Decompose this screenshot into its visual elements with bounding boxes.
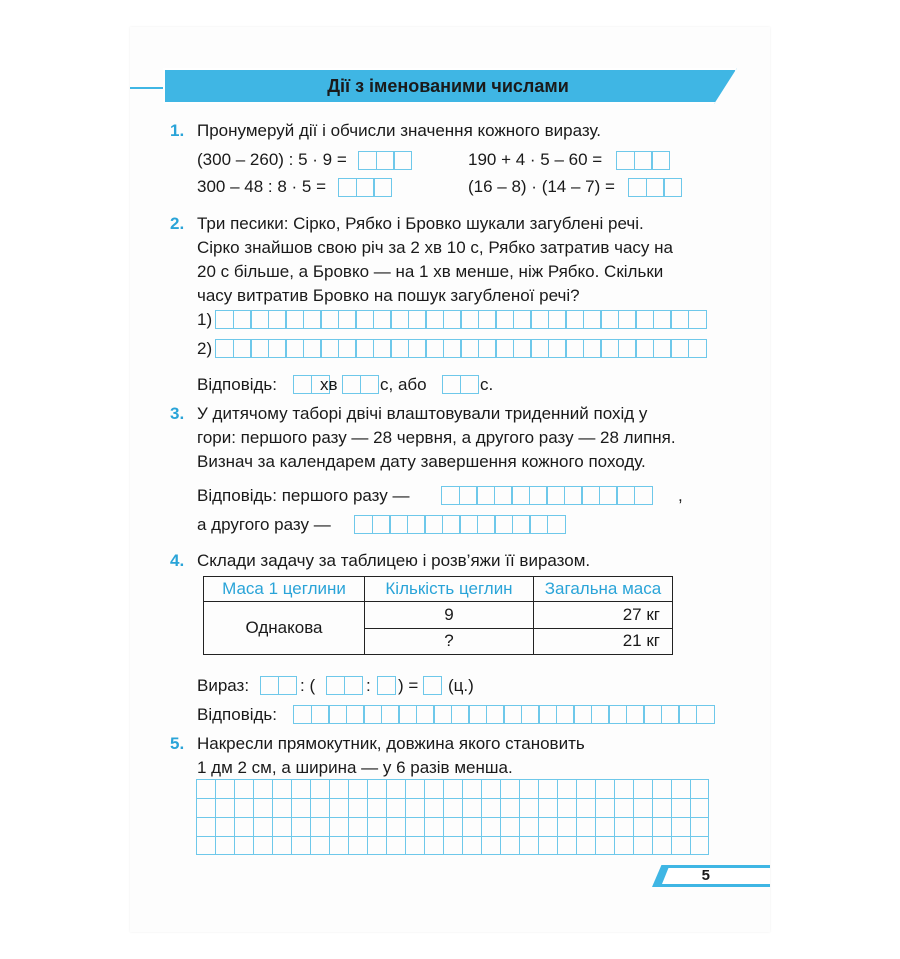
task-text: гори: першого разу — 28 червня, а другого разу — 28 липня. <box>197 428 676 447</box>
task-text: часу витратив Бровко на пошук загубленої речі? <box>197 286 580 305</box>
answer-cells[interactable] <box>442 375 477 394</box>
answer-cells[interactable] <box>338 178 391 197</box>
comma: , <box>678 486 683 505</box>
unit-label: хв <box>320 375 338 394</box>
expression: (300 – 260) : 5 · 9 = <box>197 150 347 169</box>
step-label: 1) <box>197 310 213 329</box>
page-number: 5 <box>701 867 710 884</box>
task-number: 1. <box>170 121 185 140</box>
answer-cells[interactable] <box>377 676 395 695</box>
unit-label: (ц.) <box>448 676 474 695</box>
unit-label: с. <box>480 375 494 394</box>
answer-cells[interactable] <box>358 151 411 170</box>
workbook-page <box>130 27 770 932</box>
answer-label: Відповідь: першого разу — <box>197 486 410 505</box>
answer-row[interactable] <box>215 310 705 329</box>
table-cell: 9 <box>365 602 534 629</box>
answer-row[interactable] <box>441 486 651 505</box>
answer-label: Відповідь: <box>197 375 278 394</box>
task-text: Склади задачу за таблицею і розв’яжи її виразом. <box>197 551 591 570</box>
page-number-tab-inner <box>662 868 770 884</box>
operator: ) = <box>398 676 419 695</box>
task-text: Накресли прямокутник, довжина якого становить <box>197 734 585 753</box>
expression: 190 + 4 · 5 – 60 = <box>468 150 603 169</box>
answer-cells[interactable] <box>423 676 441 695</box>
answer-label: а другого разу — <box>197 515 331 534</box>
table-cell: ? <box>365 628 534 655</box>
task-text: Сірко знайшов свою річ за 2 хв 10 с, Рябко затратив часу на <box>197 238 673 257</box>
unit-label: с, або <box>380 375 427 394</box>
table-header: Загальна маса <box>534 577 673 602</box>
task-text: 1 дм 2 см, а ширина — у 6 разів менша. <box>197 758 513 777</box>
table-cell: 27 кг <box>534 602 673 629</box>
task-number: 5. <box>170 734 185 753</box>
expression-label: Вираз: <box>197 676 250 695</box>
data-table <box>203 576 673 655</box>
table-header: Кількість цеглин <box>365 577 534 602</box>
answer-cells[interactable] <box>616 151 669 170</box>
answer-row[interactable] <box>293 705 713 724</box>
operator: : <box>366 676 371 695</box>
step-label: 2) <box>197 339 213 358</box>
table-cell: 21 кг <box>534 628 673 655</box>
task-text: Визнач за календарем дату завершення кожного походу. <box>197 452 646 471</box>
task-number: 2. <box>170 214 185 233</box>
answer-row[interactable] <box>215 339 705 358</box>
task-text: Пронумеруй дії і обчисли значення кожного виразу. <box>197 121 601 140</box>
answer-cells[interactable] <box>342 375 377 394</box>
answer-cells[interactable] <box>326 676 361 695</box>
expression: (16 – 8) · (14 – 7) = <box>468 177 615 196</box>
table-header: Маса 1 цеглини <box>204 577 365 602</box>
task-number: 3. <box>170 404 185 423</box>
answer-cells[interactable] <box>628 178 681 197</box>
answer-cells[interactable] <box>260 676 295 695</box>
header-line <box>130 87 163 89</box>
drawing-grid[interactable] <box>196 779 709 855</box>
table-cell: Однакова <box>204 602 365 655</box>
section-title: Дії з іменованими числами <box>327 76 569 96</box>
task-text: У дитячому таборі двічі влаштовували триденний похід у <box>197 404 648 423</box>
answer-label: Відповідь: <box>197 705 278 724</box>
task-number: 4. <box>170 551 185 570</box>
operator: : ( <box>300 676 316 695</box>
task-text: Три песики: Сірко, Рябко і Бровко шукали загублені речі. <box>197 214 644 233</box>
expression: 300 – 48 : 8 · 5 = <box>197 177 327 196</box>
answer-row[interactable] <box>354 515 564 534</box>
task-text: 20 с більше, а Бровко — на 1 хв менше, ніж Рябко. Скільки <box>197 262 664 281</box>
